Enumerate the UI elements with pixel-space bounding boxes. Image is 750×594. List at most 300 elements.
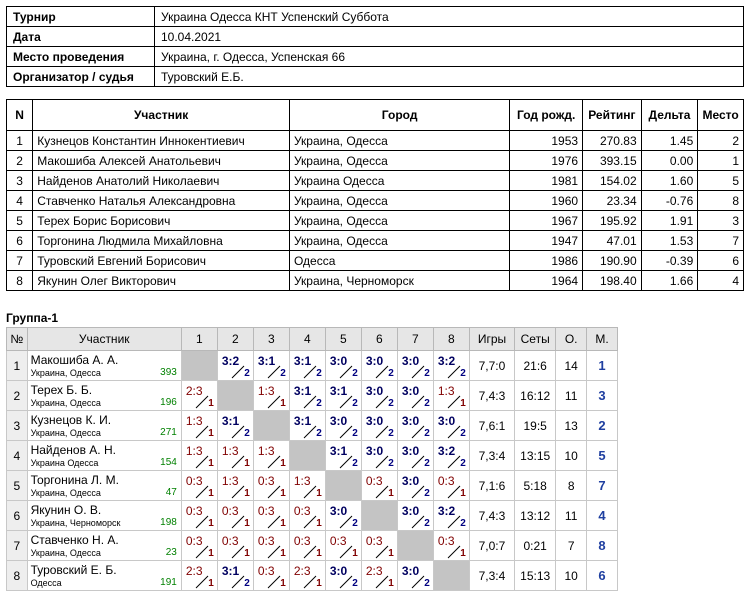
match-score: 2:3 — [185, 564, 203, 578]
group-col-header: 7 — [397, 328, 433, 351]
participants-table — [6, 99, 744, 291]
result-slash-icon — [411, 365, 425, 379]
match-result-cell[interactable] — [253, 471, 289, 501]
group-points: 8 — [556, 471, 587, 501]
result-slash-icon — [267, 485, 281, 499]
player-rating: 191 — [160, 577, 177, 588]
match-score: 3:1 — [293, 354, 312, 368]
participant-row — [7, 271, 744, 291]
result-slash-icon — [267, 395, 281, 409]
group-title: Группа-1 — [6, 311, 59, 325]
match-result-cell[interactable] — [433, 351, 469, 381]
match-score: 1:3 — [185, 444, 203, 458]
match-score: 0:3 — [257, 534, 275, 548]
group-points: 7 — [556, 531, 587, 561]
match-result-cell[interactable] — [289, 561, 325, 591]
participant-row — [7, 171, 744, 191]
match-points: 1 — [208, 398, 214, 409]
match-points: 1 — [316, 518, 322, 529]
group-col-header: 4 — [289, 328, 325, 351]
group-sets: 13:15 — [515, 441, 556, 471]
participant-cell: 393.15 — [583, 151, 642, 171]
match-points: 1 — [280, 518, 286, 529]
match-score: 3:1 — [329, 444, 348, 458]
match-score: 0:3 — [329, 534, 347, 548]
match-points: 2 — [424, 428, 430, 439]
result-slash-icon — [339, 545, 353, 559]
match-result-cell[interactable] — [253, 381, 289, 411]
match-result-cell[interactable] — [217, 411, 253, 441]
group-place: 1 — [587, 351, 618, 381]
result-slash-icon — [447, 485, 461, 499]
group-games: 7,6:1 — [469, 411, 514, 441]
match-result-cell[interactable] — [361, 351, 397, 381]
group-col-header: 8 — [433, 328, 469, 351]
self-match-cell — [217, 381, 253, 411]
participants-col-header: Год рожд. — [510, 100, 583, 131]
match-result-cell[interactable] — [325, 531, 361, 561]
participant-cell: 5 — [7, 211, 33, 231]
participant-cell: Украина, Одесса — [289, 191, 509, 211]
match-score: 3:1 — [293, 414, 312, 428]
player-location: Украина, Одесса — [30, 487, 101, 498]
result-slash-icon — [267, 545, 281, 559]
group-player-cell — [27, 561, 181, 591]
group-games: 7,3:4 — [469, 441, 514, 471]
result-slash-icon — [375, 365, 389, 379]
participant-cell: 0.00 — [641, 151, 698, 171]
match-points: 1 — [280, 578, 286, 589]
match-result-cell[interactable] — [433, 381, 469, 411]
group-row-number: 4 — [7, 441, 28, 471]
match-points: 2 — [388, 398, 394, 409]
info-label: Дата — [7, 27, 155, 47]
match-score: 3:0 — [329, 564, 348, 578]
group-player-cell — [27, 471, 181, 501]
match-result-cell[interactable] — [181, 471, 217, 501]
player-location: Украина, Одесса — [30, 427, 101, 438]
match-result-cell[interactable] — [325, 441, 361, 471]
match-score: 0:3 — [293, 504, 311, 518]
player-rating: 23 — [165, 547, 177, 558]
group-games: 7,4:3 — [469, 501, 514, 531]
match-score: 0:3 — [293, 534, 311, 548]
participant-cell: 1 — [7, 131, 33, 151]
match-result-cell[interactable] — [397, 411, 433, 441]
info-value: Туровский Е.Б. — [155, 67, 744, 87]
match-score: 0:3 — [437, 534, 455, 548]
match-result-cell[interactable] — [289, 411, 325, 441]
match-result-cell[interactable] — [361, 411, 397, 441]
participant-cell: -0.39 — [641, 251, 698, 271]
match-result-cell[interactable] — [217, 531, 253, 561]
match-result-cell[interactable] — [181, 501, 217, 531]
info-row — [7, 7, 744, 27]
group-col-header: Сеты — [515, 328, 556, 351]
group-row — [7, 531, 618, 561]
participant-cell: 8 — [698, 191, 744, 211]
match-result-cell[interactable] — [397, 381, 433, 411]
match-score: 0:3 — [437, 474, 455, 488]
group-player-cell — [27, 441, 181, 471]
group-games: 7,7:0 — [469, 351, 514, 381]
match-result-cell[interactable] — [181, 441, 217, 471]
match-score: 3:1 — [329, 384, 348, 398]
group-row — [7, 351, 618, 381]
result-slash-icon — [195, 545, 209, 559]
match-points: 2 — [244, 578, 250, 589]
group-row — [7, 381, 618, 411]
self-match-cell — [433, 561, 469, 591]
match-score: 0:3 — [257, 504, 275, 518]
match-points: 2 — [352, 428, 358, 439]
match-score: 0:3 — [185, 504, 203, 518]
match-score: 2:3 — [365, 564, 383, 578]
result-slash-icon — [231, 455, 245, 469]
match-result-cell[interactable] — [397, 471, 433, 501]
match-points: 2 — [352, 398, 358, 409]
group-row — [7, 411, 618, 441]
match-score: 3:0 — [437, 414, 456, 428]
info-value: Украина, г. Одесса, Успенская 66 — [155, 47, 744, 67]
match-score: 3:0 — [401, 354, 420, 368]
match-points: 1 — [244, 548, 250, 559]
match-result-cell[interactable] — [433, 531, 469, 561]
info-label: Организатор / судья — [7, 67, 155, 87]
participant-cell: 4 — [698, 271, 744, 291]
result-slash-icon — [303, 485, 317, 499]
player-location: Одесса — [30, 577, 62, 588]
match-points: 1 — [460, 488, 466, 499]
participant-cell: 3 — [698, 211, 744, 231]
group-games: 7,1:6 — [469, 471, 514, 501]
result-slash-icon — [303, 395, 317, 409]
result-slash-icon — [231, 545, 245, 559]
participant-cell: Ставченко Наталья Александровна — [33, 191, 290, 211]
participant-cell: 6 — [7, 231, 33, 251]
group-row-number: 6 — [7, 501, 28, 531]
match-result-cell[interactable] — [253, 441, 289, 471]
match-result-cell[interactable] — [433, 411, 469, 441]
participant-cell: 1953 — [510, 131, 583, 151]
group-points: 11 — [556, 501, 587, 531]
match-points: 2 — [352, 518, 358, 529]
group-col-header: 6 — [361, 328, 397, 351]
participant-cell: 1981 — [510, 171, 583, 191]
participant-cell: 1.60 — [641, 171, 698, 191]
info-row — [7, 67, 744, 87]
player-location: Украина, Черноморск — [30, 517, 121, 528]
player-name: Кузнецов К. И. — [30, 412, 112, 427]
match-result-cell[interactable] — [433, 501, 469, 531]
result-slash-icon — [447, 395, 461, 409]
match-result-cell[interactable] — [397, 501, 433, 531]
match-result-cell[interactable] — [361, 471, 397, 501]
match-score: 3:0 — [365, 354, 384, 368]
match-result-cell[interactable] — [397, 561, 433, 591]
participant-cell: 1986 — [510, 251, 583, 271]
participant-cell: 2 — [698, 131, 744, 151]
match-points: 2 — [316, 368, 322, 379]
participant-cell: 1960 — [510, 191, 583, 211]
match-result-cell[interactable] — [253, 501, 289, 531]
match-points: 1 — [316, 578, 322, 589]
participant-cell: 8 — [7, 271, 33, 291]
result-slash-icon — [339, 395, 353, 409]
group-points: 11 — [556, 381, 587, 411]
match-result-cell[interactable] — [289, 471, 325, 501]
group-crosstable — [6, 327, 618, 591]
result-slash-icon — [375, 425, 389, 439]
group-place: 6 — [587, 561, 618, 591]
result-slash-icon — [447, 515, 461, 529]
match-points: 2 — [424, 518, 430, 529]
match-points: 1 — [208, 518, 214, 529]
match-points: 1 — [280, 398, 286, 409]
group-row-number: 8 — [7, 561, 28, 591]
match-score: 3:0 — [401, 414, 420, 428]
match-score: 3:2 — [437, 504, 456, 518]
result-slash-icon — [447, 455, 461, 469]
match-points: 2 — [388, 458, 394, 469]
match-points: 2 — [460, 368, 466, 379]
group-player-cell — [27, 351, 181, 381]
group-row-number: 3 — [7, 411, 28, 441]
match-result-cell[interactable] — [181, 531, 217, 561]
match-result-cell[interactable] — [253, 531, 289, 561]
match-result-cell[interactable] — [325, 411, 361, 441]
result-slash-icon — [339, 365, 353, 379]
participant-cell: 1967 — [510, 211, 583, 231]
result-slash-icon — [375, 545, 389, 559]
result-slash-icon — [195, 455, 209, 469]
match-result-cell[interactable] — [289, 501, 325, 531]
result-slash-icon — [231, 515, 245, 529]
participant-row — [7, 211, 744, 231]
result-slash-icon — [303, 575, 317, 589]
match-score: 3:0 — [365, 384, 384, 398]
match-score: 3:2 — [437, 444, 456, 458]
self-match-cell — [289, 441, 325, 471]
match-points: 1 — [244, 488, 250, 499]
group-place: 8 — [587, 531, 618, 561]
participant-cell: 5 — [698, 171, 744, 191]
match-result-cell[interactable] — [361, 561, 397, 591]
match-result-cell[interactable] — [217, 471, 253, 501]
participants-col-header: N — [7, 100, 33, 131]
match-result-cell[interactable] — [181, 411, 217, 441]
result-slash-icon — [339, 515, 353, 529]
group-row — [7, 471, 618, 501]
match-score: 3:0 — [365, 414, 384, 428]
match-result-cell[interactable] — [217, 351, 253, 381]
participant-cell: 4 — [7, 191, 33, 211]
result-slash-icon — [447, 365, 461, 379]
result-slash-icon — [339, 575, 353, 589]
participant-cell: 1 — [698, 151, 744, 171]
match-result-cell[interactable] — [361, 381, 397, 411]
match-score: 1:3 — [221, 474, 239, 488]
player-name: Туровский Е. Б. — [30, 562, 117, 577]
match-score: 1:3 — [293, 474, 311, 488]
match-score: 1:3 — [257, 444, 275, 458]
participant-cell: 1947 — [510, 231, 583, 251]
match-result-cell[interactable] — [325, 381, 361, 411]
participant-cell: 1.45 — [641, 131, 698, 151]
group-place: 2 — [587, 411, 618, 441]
match-points: 2 — [352, 368, 358, 379]
match-score: 3:0 — [329, 354, 348, 368]
group-player-cell — [27, 531, 181, 561]
participant-cell: 2 — [7, 151, 33, 171]
participant-cell: Якунин Олег Викторович — [33, 271, 290, 291]
match-score: 0:3 — [221, 534, 239, 548]
result-slash-icon — [303, 515, 317, 529]
player-name: Терех Б. Б. — [30, 382, 93, 397]
participant-cell: Макошиба Алексей Анатольевич — [33, 151, 290, 171]
match-score: 3:1 — [293, 384, 312, 398]
match-result-cell[interactable] — [181, 381, 217, 411]
result-slash-icon — [195, 395, 209, 409]
match-result-cell[interactable] — [325, 561, 361, 591]
match-score: 3:0 — [329, 414, 348, 428]
match-result-cell[interactable] — [433, 471, 469, 501]
info-row — [7, 27, 744, 47]
match-points: 1 — [388, 548, 394, 559]
result-slash-icon — [231, 575, 245, 589]
participant-cell: Украина Одесса — [289, 171, 509, 191]
player-name: Найденов А. Н. — [30, 442, 116, 457]
match-points: 1 — [352, 548, 358, 559]
group-sets: 0:21 — [515, 531, 556, 561]
match-result-cell[interactable] — [253, 561, 289, 591]
result-slash-icon — [411, 485, 425, 499]
match-result-cell[interactable] — [361, 441, 397, 471]
match-points: 1 — [388, 488, 394, 499]
match-score: 0:3 — [185, 534, 203, 548]
match-score: 0:3 — [257, 474, 275, 488]
result-slash-icon — [339, 455, 353, 469]
match-points: 1 — [316, 488, 322, 499]
match-result-cell[interactable] — [217, 501, 253, 531]
match-points: 2 — [352, 578, 358, 589]
match-score: 3:0 — [401, 474, 420, 488]
match-result-cell[interactable] — [217, 561, 253, 591]
player-location: Украина, Одесса — [30, 397, 101, 408]
match-result-cell[interactable] — [397, 441, 433, 471]
participant-cell: 190.90 — [583, 251, 642, 271]
result-slash-icon — [267, 515, 281, 529]
match-score: 0:3 — [365, 474, 383, 488]
match-result-cell[interactable] — [289, 381, 325, 411]
participant-cell: Одесса — [289, 251, 509, 271]
participant-cell: Кузнецов Константин Иннокентиевич — [33, 131, 290, 151]
match-points: 1 — [208, 578, 214, 589]
match-result-cell[interactable] — [325, 501, 361, 531]
participant-row — [7, 231, 744, 251]
participant-cell: 23.34 — [583, 191, 642, 211]
match-points: 1 — [244, 458, 250, 469]
match-result-cell[interactable] — [325, 351, 361, 381]
match-result-cell[interactable] — [433, 441, 469, 471]
match-points: 1 — [208, 488, 214, 499]
result-slash-icon — [303, 545, 317, 559]
result-slash-icon — [339, 425, 353, 439]
self-match-cell — [253, 411, 289, 441]
match-result-cell[interactable] — [289, 351, 325, 381]
participants-col-header: Город — [289, 100, 509, 131]
match-result-cell[interactable] — [253, 351, 289, 381]
info-value: 10.04.2021 — [155, 27, 744, 47]
group-player-cell — [27, 501, 181, 531]
group-row-number: 7 — [7, 531, 28, 561]
match-points: 2 — [388, 428, 394, 439]
participant-cell: 1.53 — [641, 231, 698, 251]
player-rating: 196 — [160, 397, 177, 408]
match-points: 1 — [208, 458, 214, 469]
info-label: Место проведения — [7, 47, 155, 67]
match-score: 2:3 — [293, 564, 311, 578]
participant-cell: Туровский Евгений Борисович — [33, 251, 290, 271]
result-slash-icon — [375, 455, 389, 469]
match-result-cell[interactable] — [289, 531, 325, 561]
group-row-number: 2 — [7, 381, 28, 411]
participants-col-header: Дельта — [641, 100, 698, 131]
player-name: Макошиба А. А. — [30, 352, 119, 367]
match-points: 1 — [460, 398, 466, 409]
group-place: 7 — [587, 471, 618, 501]
participant-cell: 6 — [698, 251, 744, 271]
match-score: 3:0 — [329, 504, 348, 518]
player-rating: 47 — [165, 487, 177, 498]
participant-row — [7, 191, 744, 211]
group-row — [7, 561, 618, 591]
participant-cell: Украина, Одесса — [289, 151, 509, 171]
result-slash-icon — [231, 485, 245, 499]
group-sets: 21:6 — [515, 351, 556, 381]
match-points: 2 — [460, 458, 466, 469]
match-result-cell[interactable] — [181, 561, 217, 591]
match-result-cell[interactable] — [361, 531, 397, 561]
match-points: 2 — [424, 578, 430, 589]
match-score: 0:3 — [365, 534, 383, 548]
match-score: 3:2 — [437, 354, 456, 368]
match-points: 1 — [280, 548, 286, 559]
match-points: 1 — [280, 458, 286, 469]
match-score: 3:2 — [221, 354, 240, 368]
participant-cell: 1.91 — [641, 211, 698, 231]
participant-cell: 198.40 — [583, 271, 642, 291]
result-slash-icon — [195, 485, 209, 499]
match-points: 2 — [424, 488, 430, 499]
participants-col-header: Участник — [33, 100, 290, 131]
match-points: 2 — [244, 428, 250, 439]
participant-cell: 3 — [7, 171, 33, 191]
match-score: 1:3 — [185, 414, 203, 428]
result-slash-icon — [447, 425, 461, 439]
player-name: Торгонина Л. М. — [30, 472, 119, 487]
participant-cell: Украина, Одесса — [289, 231, 509, 251]
player-name: Ставченко Н. А. — [30, 532, 119, 547]
result-slash-icon — [231, 365, 245, 379]
self-match-cell — [397, 531, 433, 561]
result-slash-icon — [195, 515, 209, 529]
group-points: 13 — [556, 411, 587, 441]
match-result-cell[interactable] — [397, 351, 433, 381]
match-points: 1 — [316, 548, 322, 559]
match-result-cell[interactable] — [217, 441, 253, 471]
group-player-cell — [27, 381, 181, 411]
